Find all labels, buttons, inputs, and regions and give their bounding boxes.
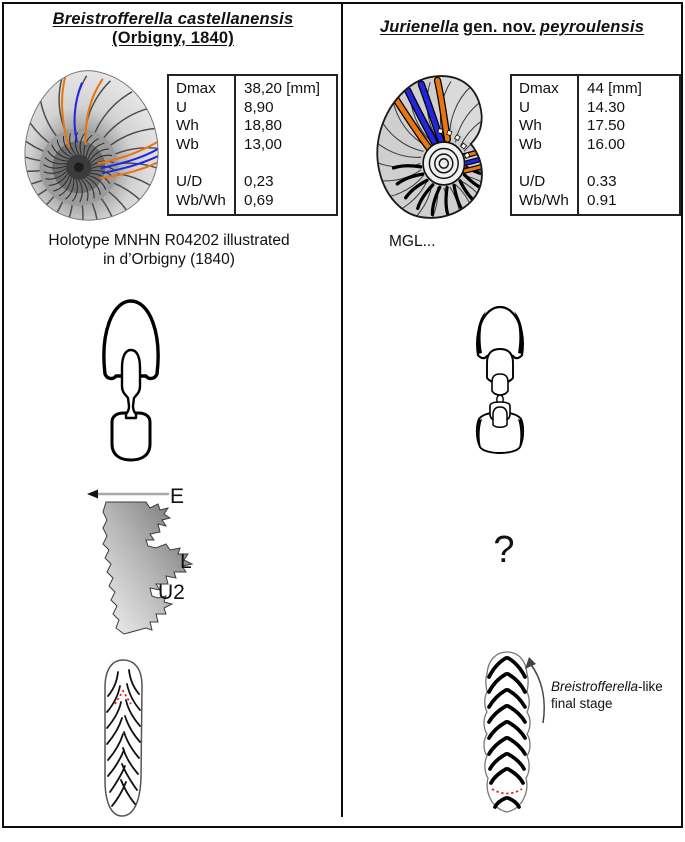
umbilicus-center bbox=[74, 162, 84, 172]
table-value bbox=[587, 154, 679, 173]
table-value: 44 [mm] bbox=[587, 80, 642, 97]
measurements-table-right bbox=[510, 74, 681, 216]
ammonite-illustration-right bbox=[370, 72, 496, 226]
specimen-caption-right: MGL... bbox=[389, 233, 436, 250]
table-value: 13,00 bbox=[244, 135, 283, 153]
species-title-left bbox=[6, 10, 340, 48]
table-label: Wb bbox=[176, 135, 199, 153]
table-labels-column bbox=[169, 76, 236, 214]
species-title-right-genus: Jurienella bbox=[379, 18, 459, 36]
table-label: U/D bbox=[176, 172, 203, 190]
species-title-left-line1: Breistrofferella castellanensis bbox=[52, 10, 294, 28]
table-value: 0,69 bbox=[244, 191, 274, 209]
table-value: 18,80 bbox=[244, 117, 283, 135]
table-value: 0,23 bbox=[244, 172, 274, 190]
suture-label-E: E bbox=[170, 485, 185, 508]
table-label: Dmax bbox=[519, 80, 559, 97]
table-labels-column bbox=[512, 76, 579, 214]
suture-frilled-band bbox=[103, 502, 192, 634]
stage-arrow bbox=[524, 656, 548, 728]
measurements-table-left bbox=[167, 74, 338, 216]
table-label: U/D bbox=[519, 172, 546, 190]
species-title-right-species: peyroulensis bbox=[539, 18, 645, 36]
table-value: 0.33 bbox=[587, 172, 617, 190]
table-value: 17.50 bbox=[587, 117, 626, 135]
column-divider bbox=[341, 4, 343, 817]
ammonite-illustration-left bbox=[20, 68, 165, 224]
inner-whorl-outline bbox=[122, 350, 140, 418]
suture-label-L: L bbox=[180, 550, 192, 573]
species-title-left-line2: (Orbigny, 1840) bbox=[112, 29, 234, 47]
suture-line-diagram bbox=[86, 478, 211, 638]
table-label: Wb/Wh bbox=[519, 191, 569, 209]
table-label bbox=[519, 154, 577, 173]
specimen-caption-left bbox=[6, 231, 332, 269]
table-label: U bbox=[176, 98, 187, 116]
nested-whorl-2 bbox=[492, 374, 508, 395]
stage-arrow-shaft bbox=[530, 663, 544, 723]
table-label: Dmax bbox=[176, 80, 216, 97]
species-title-right-middle: gen. nov. bbox=[462, 18, 536, 36]
whorl-section-right bbox=[473, 303, 529, 465]
nested-whorl-5 bbox=[493, 407, 507, 427]
specimen-caption-left-line2: in d’Orbigny (1840) bbox=[103, 251, 235, 268]
table-label: Wb bbox=[519, 135, 542, 153]
table-label: Wh bbox=[176, 117, 199, 135]
table-values-column bbox=[579, 76, 679, 214]
table-value: 38,20 [mm] bbox=[244, 80, 320, 97]
suture-label-U2: U2 bbox=[158, 581, 185, 604]
opposite-whorl-outline bbox=[112, 413, 150, 460]
table-label: Wb/Wh bbox=[176, 191, 226, 209]
table-value bbox=[244, 154, 336, 173]
table-label bbox=[176, 154, 234, 173]
table-label: Wh bbox=[519, 117, 542, 135]
table-value: 0.91 bbox=[587, 191, 617, 209]
table-value: 8,90 bbox=[244, 98, 274, 116]
up-arrowhead-icon bbox=[525, 657, 536, 669]
species-title-right bbox=[344, 18, 680, 37]
table-value: 14.30 bbox=[587, 98, 626, 116]
table-label: U bbox=[519, 98, 530, 116]
stage-annotation-line2: final stage bbox=[551, 695, 613, 711]
table-value: 16.00 bbox=[587, 135, 626, 153]
whorl-section-left bbox=[98, 298, 164, 464]
unknown-suture-question-mark: ? bbox=[493, 529, 515, 571]
stage-annotation-suffix: -like bbox=[638, 679, 663, 694]
specimen-caption-left-line1: Holotype MNHN R04202 illustrated bbox=[48, 232, 290, 249]
table-values-column bbox=[236, 76, 336, 214]
left-arrowhead-icon bbox=[87, 490, 98, 499]
stage-annotation bbox=[551, 679, 679, 712]
stage-annotation-genus: Breistrofferella bbox=[551, 679, 639, 694]
ventral-view-left bbox=[100, 658, 146, 818]
